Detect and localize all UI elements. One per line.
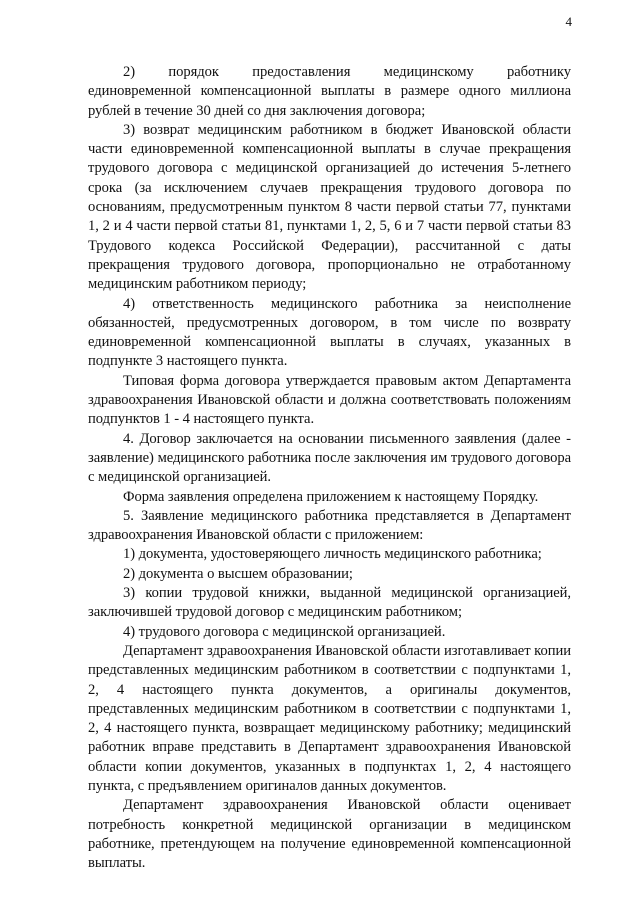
paragraph-item-3: 3) возврат медицинским работником в бюджет Ивановской области части единовременной компенсационной выплаты в случае прекращения трудового договора с медицинской организацией до истечения 5-летнего срока (за исключением случаев прекращения трудового договора по основаниям, предусмотренным пунктом 8 части первой статьи 77, пунктами 1, 2 и 4 части первой статьи 81, пунктами 1, 2, 5, 6 и 7 части первой статьи 83 Трудового кодекса Российской Федерации), рассчитанной с даты прекращения трудового договора, пропорционально не отработанному медицинским работником периоду; xyxy=(88,121,571,293)
paragraph-department-assesses: Департамент здравоохранения Ивановской области оценивает потребность конкретной медицинской организации в медицинском работнике, претендующем на получение единовременной компенсационной выплаты. xyxy=(88,797,571,872)
paragraph-section-4: 4. Договор заключается на основании письменного заявления (далее - заявление) медицинского работника после заключения им трудового договора с медицинской организацией. xyxy=(88,430,571,486)
paragraph-application-form: Форма заявления определена приложением к настоящему Порядку. xyxy=(123,488,539,505)
paragraph-department-copies: Департамент здравоохранения Ивановской области изготавливает копии представленных медицинским работником в соответствии с подпунктами 1, 2, 4 настоящего пункта документов, а оригиналы документов, представленных медицинским работником в соответствии с подпунктами 1, 2, 4 настоящего пункта, возвращает медицинскому работнику; медицинский работник вправе представить в Департамент здравоохранения Ивановской области копии документов, указанных в подпунктах 1, 2, 4 настоящего пункта, с предъявлением оригиналов данных документов. xyxy=(88,642,571,794)
paragraph-attachment-3: 3) копии трудовой книжки, выданной медицинской организацией, заключившей трудовой договор с медицинским работником; xyxy=(88,585,571,621)
page-number: 4 xyxy=(565,14,572,29)
paragraph-item-4: 4) ответственность медицинского работника за неисполнение обязанностей, предусмотренных договором, в том числе по возврату единовременной компенсационной выплаты в случаях, указанных в подпункте 3 настоящего пункта. xyxy=(88,295,571,370)
paragraph-section-5: 5. Заявление медицинского работника представляется в Департамент здравоохранения Ивановской области с приложением: xyxy=(88,507,571,544)
paragraph-attachment-2: 2) документа о высшем образовании; xyxy=(123,565,353,582)
paragraph-attachment-1: 1) документа, удостоверяющего личность медицинского работника; xyxy=(123,546,542,563)
document-body xyxy=(88,63,571,873)
paragraph-typical-form: Типовая форма договора утверждается правовым актом Департамента здравоохранения Ивановской области и должна соответствовать положениям подпунктов 1 - 4 настоящего пункта. xyxy=(88,372,571,428)
paragraph-item-2: 2) порядок предоставления медицинскому работнику единовременной компенсационной выплаты в размере одного миллиона рублей в течение 30 дней со дня заключения договора; xyxy=(88,64,571,119)
paragraph-attachment-4: 4) трудового договора с медицинской организацией. xyxy=(123,623,446,640)
